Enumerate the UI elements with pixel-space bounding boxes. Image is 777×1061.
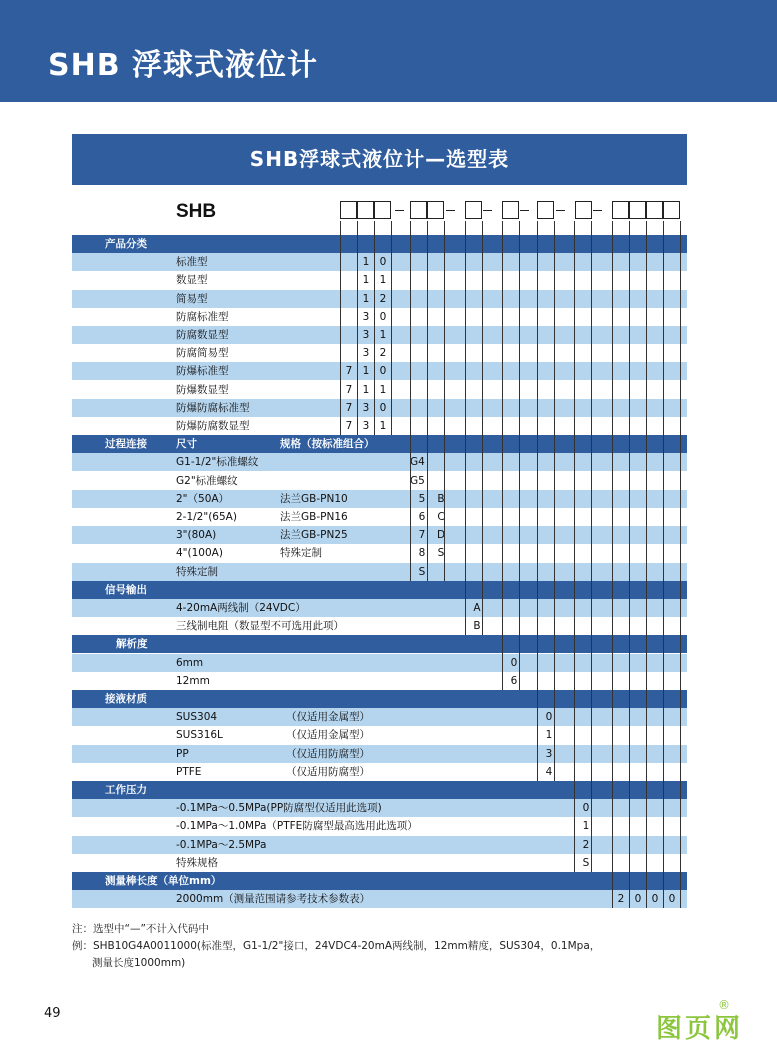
section-label: 信号输出	[105, 583, 147, 596]
code-digit: 0	[510, 656, 518, 669]
code-column-line	[444, 221, 445, 581]
code-separator	[446, 210, 455, 211]
code-box	[629, 201, 646, 219]
table-row	[72, 763, 687, 781]
code-digit: S	[437, 547, 445, 560]
column-label: 尺寸	[176, 438, 197, 451]
option-name: SUS304	[176, 711, 218, 724]
option-name: 数显型	[176, 274, 208, 287]
code-digit: G5	[410, 474, 425, 487]
table-row	[72, 399, 687, 417]
option-name: 防爆数显型	[176, 383, 229, 396]
code-column-line	[519, 221, 520, 690]
code-digit: 1	[582, 820, 590, 833]
code-digit: S	[582, 856, 590, 869]
code-digit: 6	[510, 674, 518, 687]
table-row	[72, 271, 687, 289]
option-name: 4-20mA两线制（24VDC）	[176, 602, 306, 614]
code-separator	[520, 210, 529, 211]
option-name: 简易型	[176, 292, 208, 305]
code-digit: 3	[362, 420, 370, 432]
header-band	[0, 0, 777, 102]
code-box	[537, 201, 554, 219]
option-name: 标准型	[176, 256, 208, 269]
option-name: 防腐数显型	[176, 329, 229, 341]
table-row	[72, 253, 687, 271]
code-column-line	[410, 221, 411, 581]
connection-size: 特殊定制	[176, 565, 218, 578]
code-column-line	[357, 221, 358, 435]
table-row	[72, 745, 687, 763]
code-box	[410, 201, 427, 219]
section-label: 产品分类	[105, 238, 147, 250]
option-name: 防爆标准型	[176, 365, 229, 378]
option-note: （仅适用金属型）	[286, 711, 370, 724]
code-box	[465, 201, 482, 219]
code-box	[575, 201, 592, 219]
code-digit: 0	[668, 893, 676, 906]
section-header	[72, 435, 687, 453]
option-name: 防爆防腐标准型	[176, 401, 250, 414]
section-header	[72, 872, 687, 890]
code-digit: 7	[345, 420, 353, 432]
column-label: 规格（按标准组合）	[280, 438, 375, 451]
code-digit: 7	[345, 383, 353, 396]
connection-size: G2"标准螺纹	[176, 474, 238, 487]
table-row	[72, 890, 687, 908]
code-digit: 0	[545, 711, 553, 724]
code-digit: 2	[582, 838, 590, 851]
table-row	[72, 453, 687, 471]
code-separator	[483, 210, 492, 211]
code-column-line	[663, 221, 664, 908]
code-separator	[395, 210, 404, 211]
table-row	[72, 290, 687, 308]
table-row	[72, 672, 687, 690]
section-header	[72, 235, 687, 253]
code-digit: 7	[345, 365, 353, 378]
connection-spec: 法兰GB-PN16	[280, 511, 348, 523]
section-header	[72, 690, 687, 708]
selection-sheet	[72, 134, 687, 909]
model-prefix: SHB	[176, 201, 217, 222]
code-digit: 3	[362, 401, 370, 414]
code-digit: A	[473, 602, 481, 614]
page-number: 49	[44, 1006, 61, 1021]
code-digit: 7	[345, 401, 353, 414]
section-header	[72, 581, 687, 599]
code-digit: 2	[379, 347, 387, 360]
code-digit: 3	[362, 310, 370, 323]
section-label: 测量棒长度（单位mm）	[105, 875, 222, 887]
table-row	[72, 617, 687, 635]
option-name: -0.1MPa～2.5MPa	[176, 838, 267, 851]
table-row	[72, 599, 687, 617]
code-digit: 1	[362, 256, 370, 269]
code-column-line	[612, 221, 613, 908]
table-row	[72, 836, 687, 854]
code-box	[357, 201, 374, 219]
code-digit: B	[473, 620, 481, 633]
table-row	[72, 544, 687, 562]
code-column-line	[574, 221, 575, 872]
code-column-line	[465, 221, 466, 635]
code-digit: 1	[545, 729, 553, 742]
table-row	[72, 817, 687, 835]
code-column-line	[482, 221, 483, 635]
table-row	[72, 708, 687, 726]
code-column-line	[502, 221, 503, 690]
option-name: -0.1MPa～0.5MPa(PP防腐型仅适用此选项)	[176, 802, 382, 815]
code-digit: 0	[379, 365, 387, 378]
table-row	[72, 854, 687, 872]
option-name: PP	[176, 747, 189, 760]
code-digit: 1	[379, 274, 387, 287]
connection-size: 3"(80A)	[176, 529, 217, 542]
table-row	[72, 326, 687, 344]
code-digit: G4	[410, 456, 425, 469]
table-row	[72, 344, 687, 362]
table-row	[72, 490, 687, 508]
code-digit: 5	[418, 492, 426, 505]
code-digit: 1	[362, 383, 370, 396]
code-digit: 1	[362, 292, 370, 305]
code-column-line	[340, 221, 341, 435]
code-digit: 7	[418, 529, 426, 542]
code-digit: 8	[418, 547, 426, 560]
table-row	[72, 526, 687, 544]
code-digit: S	[418, 565, 426, 578]
connection-size: 4"(100A)	[176, 547, 223, 560]
table-row	[72, 726, 687, 744]
code-digit: 3	[362, 329, 370, 341]
connection-size: 2-1/2"(65A)	[176, 511, 237, 523]
code-digit: C	[437, 511, 445, 523]
code-digit: 2	[617, 893, 625, 906]
model-code-boxes	[340, 201, 687, 221]
connection-spec: 法兰GB-PN25	[280, 529, 348, 542]
code-digit: 1	[362, 365, 370, 378]
watermark-logo: 图页网	[656, 1014, 744, 1044]
note-line: 注：选型中“—”不计入代码中	[72, 923, 209, 935]
code-digit: 0	[379, 256, 387, 269]
code-box	[427, 201, 444, 219]
code-column-line	[537, 221, 538, 781]
code-column-line	[629, 221, 630, 908]
option-name: SUS316L	[176, 729, 223, 742]
section-label: 工作压力	[105, 784, 147, 796]
option-name: PTFE	[176, 765, 202, 778]
code-separator	[593, 210, 602, 211]
code-digit: 3	[545, 747, 553, 760]
code-digit: 1	[379, 420, 387, 432]
option-name: 三线制电阻（数显型不可选用此项）	[176, 620, 344, 633]
code-digit: 4	[545, 765, 553, 778]
code-digit: 1	[362, 274, 370, 287]
code-column-line	[680, 221, 681, 908]
code-box	[502, 201, 519, 219]
option-note: （仅适用防腐型）	[286, 765, 370, 778]
option-name: 防爆防腐数显型	[176, 420, 250, 432]
code-box	[646, 201, 663, 219]
code-separator	[556, 210, 565, 211]
table-row	[72, 654, 687, 672]
section-header	[72, 635, 687, 653]
code-digit: 0	[634, 893, 642, 906]
table-row	[72, 472, 687, 490]
code-column-line	[646, 221, 647, 908]
code-digit: 0	[379, 401, 387, 414]
option-name: 特殊规格	[176, 856, 218, 869]
table-row	[72, 308, 687, 326]
code-digit: 0	[379, 310, 387, 323]
table-row	[72, 362, 687, 380]
table-row	[72, 381, 687, 399]
code-digit: 6	[418, 511, 426, 523]
code-digit: 2	[379, 292, 387, 305]
code-box	[612, 201, 629, 219]
code-digit: 1	[379, 329, 387, 341]
section-label: 过程连接	[105, 438, 147, 451]
option-name: 6mm	[176, 656, 204, 669]
table-row	[72, 563, 687, 581]
connection-size: 2"（50A）	[176, 492, 230, 505]
section-label: 接液材质	[105, 693, 147, 705]
code-column-line	[391, 221, 392, 435]
connection-size: G1-1/2"标准螺纹	[176, 456, 259, 469]
code-digit: 0	[582, 802, 590, 815]
code-box	[374, 201, 391, 219]
option-note: （仅适用防腐型）	[286, 747, 370, 760]
table-row	[72, 417, 687, 435]
option-name: 防腐简易型	[176, 347, 229, 360]
option-note: （仅适用金属型）	[286, 729, 370, 742]
registered-mark: ®	[718, 998, 730, 1012]
code-box	[663, 201, 680, 219]
option-name: 12mm	[176, 674, 210, 687]
section-header	[72, 781, 687, 799]
option-name: 防腐标准型	[176, 310, 229, 323]
section-label: 解析度	[116, 638, 148, 651]
code-column-line	[554, 221, 555, 781]
selection-table-title: SHB浮球式液位计—选型表	[72, 134, 687, 185]
code-column-line	[427, 221, 428, 581]
code-digit: 1	[379, 383, 387, 396]
connection-spec: 法兰GB-PN10	[280, 492, 348, 505]
option-name: -0.1MPa～1.0MPa（PTFE防腐型最高选用此选项）	[176, 820, 418, 833]
example-line-2: 测量长度1000mm)	[92, 957, 186, 969]
code-box	[340, 201, 357, 219]
table-row	[72, 508, 687, 526]
option-name: 2000mm（测量范围请参考技术参数表）	[176, 893, 371, 906]
connection-spec: 特殊定制	[280, 547, 322, 560]
page-title: SHB 浮球式液位计	[48, 48, 319, 83]
code-digit: 3	[362, 347, 370, 360]
code-digit: 0	[651, 893, 659, 906]
code-digit: D	[436, 529, 446, 542]
example-line: 例：SHB10G4A0011000(标准型，G1-1/2"接口，24VDC4-20mA两线制，12mm精度，SUS304，0.1Mpa，	[72, 940, 601, 952]
code-column-line	[591, 221, 592, 872]
code-column-line	[374, 221, 375, 435]
code-digit: B	[437, 492, 445, 505]
table-row	[72, 799, 687, 817]
